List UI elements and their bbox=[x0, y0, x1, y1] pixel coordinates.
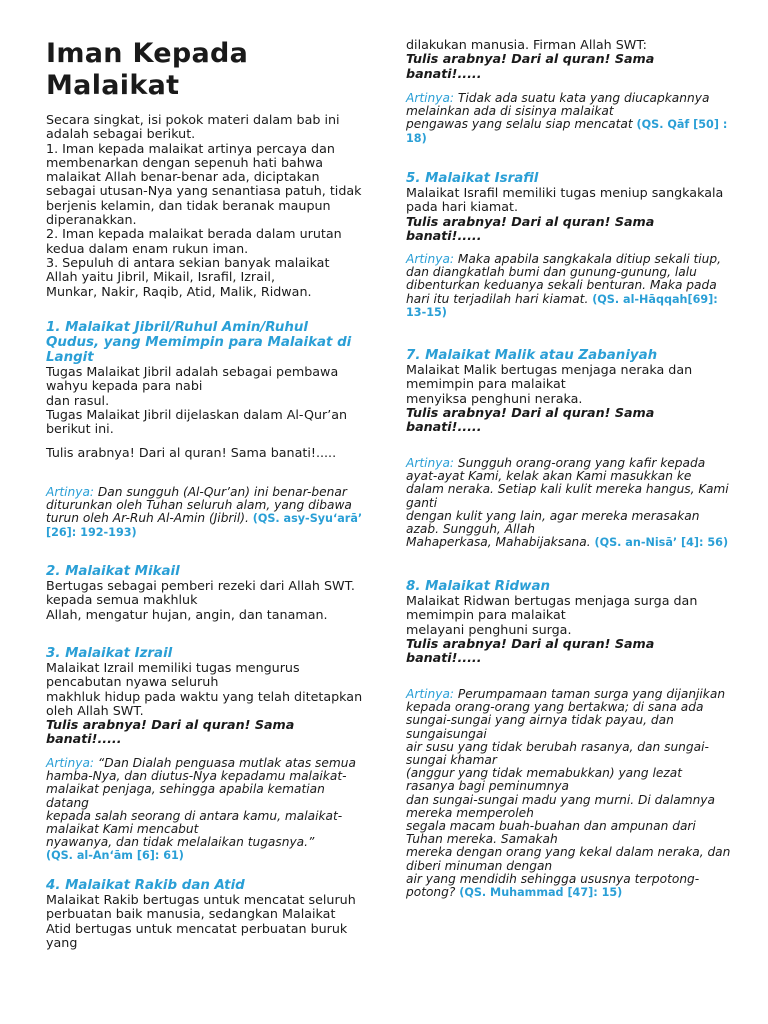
quran-reference: (QS. asy-Syu‘arā’ [26]: 192-193) bbox=[46, 512, 363, 539]
translation-text bbox=[406, 253, 732, 319]
rakib-continuation-text: dilakukan manusia. Firman Allah SWT: bbox=[406, 37, 647, 52]
section-body: Bertugas sebagai pemberi rezeki dari Allah SWT. kepada semua makhluk Allah, mengatur hujan, angin, dan tanaman. bbox=[46, 578, 355, 622]
section-izrail bbox=[46, 646, 364, 747]
arabic-placeholder: Tulis arabnya! Dari al quran! Sama banati!..... bbox=[406, 51, 655, 81]
intro-paragraph: Secara singkat, isi pokok materi dalam bab ini adalah sebagai berikut. 1. Iman kepada malaikat artinya percaya dan membenarkan dengan sepenuh hati bahwa malaikat Allah benar-benar ada, diciptakan sebagai utusan-Nya yang senantiasa patuh, tidak berjenis kelamin, dan tidak beranak maupun diperanakkan. 2. Iman kepada malaikat berada dalam urutan kedua dalam enam rukun iman. 3. Sepuluh di antara sekian banyak malaikat Allah yaitu Jibril, Mikail, Israfil, Izrail, Munkar, Nakir, Raqib, Atid, Malik, Ridwan. bbox=[46, 112, 362, 299]
arabic-placeholder: Tulis arabnya! Dari al quran! Sama banati!..... bbox=[406, 404, 655, 435]
translation-body: Sungguh orang-orang yang kafir kepada ayat-ayat Kami, kelak akan Kami masukkan ke dalam neraka. Setiap kali kulit mereka hangus, Kami ganti dengan kulit yang lain, agar mereka merasakan azab. Sungguh, Allah Mahaperkasa, Mahabijaksana. bbox=[406, 456, 729, 550]
artinya-label: Artinya: bbox=[406, 687, 455, 701]
rakib-continuation bbox=[406, 38, 732, 81]
section-heading: 7. Malaikat Malik atau Zabaniyah bbox=[406, 348, 658, 363]
translation-jibril bbox=[46, 486, 364, 539]
section-malik bbox=[406, 348, 732, 434]
artinya-label: Artinya: bbox=[46, 485, 95, 499]
section-rakib-atid bbox=[46, 878, 364, 950]
translation-body: Tidak ada suatu kata yang diucapkannya melainkan ada di sisinya malaikat pengawas yang selalu siap mencatat bbox=[406, 91, 710, 132]
translation-text bbox=[46, 486, 364, 539]
translation-body: Dan sungguh (Al-Qur’an) ini benar-benar diturunkan oleh Tuhan seluruh alam, yang dibawa turun oleh Ar-Ruh Al-Amin (Jibril). bbox=[46, 485, 352, 526]
section-heading: 5. Malaikat Israfil bbox=[406, 171, 539, 186]
section-body: Malaikat Malik bertugas menjaga neraka dan memimpin para malaikat menyiksa penghuni neraka. bbox=[406, 362, 693, 406]
artinya-label: Artinya: bbox=[406, 91, 455, 105]
translation-body: Maka apabila sangkakala ditiup sekali tiup, dan diangkatlah bumi dan gunung-gunung, lalu dibenturkan keduanya sekali benturan. Maka pada hari itu terjadilah hari kiamat. bbox=[406, 252, 722, 306]
section-body bbox=[46, 893, 364, 950]
artinya-label: Artinya: bbox=[406, 252, 455, 266]
section-body: Malaikat Israfil memiliki tugas meniup sangkakala pada hari kiamat. bbox=[406, 185, 724, 215]
arabic-note-jibril bbox=[46, 446, 346, 460]
section-body: Malaikat Ridwan bertugas menjaga surga dan memimpin para malaikat melayani penghuni surga. bbox=[406, 593, 698, 637]
section-heading: 4. Malaikat Rakib dan Atid bbox=[46, 878, 245, 893]
translation-text bbox=[406, 92, 732, 145]
translation-israfil bbox=[406, 253, 732, 319]
translation-text bbox=[406, 688, 732, 899]
quran-reference: (QS. Qāf [50] : 18) bbox=[406, 118, 728, 145]
translation-malik bbox=[406, 457, 732, 549]
arabic-placeholder: Tulis arabnya! Dari al quran! Sama banati!..... bbox=[46, 717, 295, 747]
section-jibril bbox=[46, 320, 364, 436]
artinya-label: Artinya: bbox=[406, 456, 455, 470]
quran-reference: (QS. Muhammad [47]: 15) bbox=[459, 886, 623, 900]
section-body: Tugas Malaikat Jibril adalah sebagai pembawa wahyu kepada para nabi dan rasul. Tugas Malaikat Jibril dijelaskan dalam Al-Qur’an berikut ini. bbox=[46, 364, 348, 437]
section-heading: 2. Malaikat Mikail bbox=[46, 564, 180, 579]
translation-body: Perumpamaan taman surga yang dijanjikan kepada orang-orang yang bertakwa; di sana ada sungai-sungai yang airnya tidak payau, dan sungaisungai air susu yang tidak berubah rasanya, dan sungai-sungai khamar (anggur yang tidak memabukkan) yang lezat rasanya bagi peminumnya dan sungai-sungai madu yang murni. Di dalamnya mereka memperoleh segala macam buah-buahan dan ampunan dari Tuhan mereka. Samakah mereka dengan orang yang kekal dalam neraka, dan diberi minuman dengan air yang mendidih sehingga ususnya terpotong-potong? bbox=[406, 687, 731, 900]
section-body: Malaikat Izrail memiliki tugas mengurus pencabutan nyawa seluruh makhluk hidup pada waktu yang telah ditetapkan oleh Allah SWT. bbox=[46, 660, 363, 718]
translation-text bbox=[46, 757, 364, 863]
artinya-label: Artinya: bbox=[46, 756, 95, 770]
section-heading: 8. Malaikat Ridwan bbox=[406, 579, 551, 594]
translation-ridwan bbox=[406, 688, 732, 899]
translation-text bbox=[406, 457, 732, 549]
rakib-body-text: Malaikat Rakib bertugas untuk mencatat seluruh perbuatan baik manusia, sedangkan Malaikat Atid bertugas untuk mencatat perbuatan buruk yang bbox=[46, 893, 356, 950]
translation-izrail bbox=[46, 757, 364, 863]
section-ridwan bbox=[406, 579, 732, 665]
arabic-placeholder: Tulis arabnya! Dari al quran! Sama banati!..... bbox=[406, 635, 655, 666]
quran-reference: (QS. al-Hāqqah[69]: 13-15) bbox=[406, 292, 718, 319]
translation-body: “Dan Dialah penguasa mutlak atas semua hamba-Nya, dan diutus-Nya kepadamu malaikat-malaikat penjaga, sehingga apabila kematian datang kepada salah seorang di antara kamu, malaikat-malaikat Kami mencabut nyawanya, dan tidak melalaikan tugasnya.” bbox=[46, 756, 356, 850]
page-title: Iman Kepada Malaikat bbox=[46, 38, 249, 101]
quran-reference: (QS. al-An‘ām [6]: 61) bbox=[46, 849, 184, 863]
arabic-placeholder: Tulis arabnya! Dari al quran! Sama banati!..... bbox=[46, 445, 337, 460]
translation-rakib bbox=[406, 92, 732, 145]
section-mikail bbox=[46, 564, 364, 622]
section-heading: 3. Malaikat Izrail bbox=[46, 646, 173, 661]
section-israfil bbox=[406, 171, 732, 243]
quran-reference: (QS. an-Nisā’ [4]: 56) bbox=[594, 536, 729, 550]
section-heading: 1. Malaikat Jibril/Ruhul Amin/Ruhul Qudus, yang Memimpin para Malaikat di Langit bbox=[46, 320, 352, 365]
arabic-placeholder: Tulis arabnya! Dari al quran! Sama banati!..... bbox=[406, 213, 655, 243]
